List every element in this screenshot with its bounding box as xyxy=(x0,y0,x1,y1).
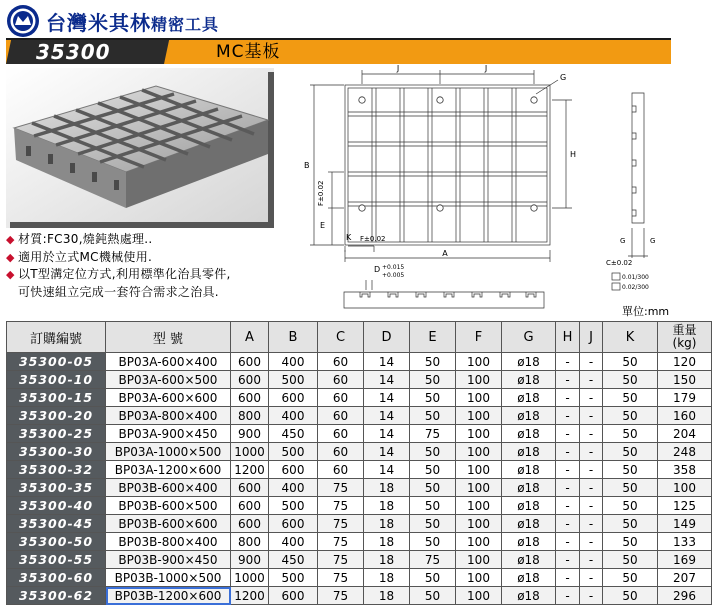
table-row[interactable] xyxy=(7,425,712,443)
cell-j: - xyxy=(580,461,603,479)
table-row[interactable] xyxy=(7,515,712,533)
cell-f: 100 xyxy=(456,533,502,551)
col-model: 型 號 xyxy=(106,322,231,353)
cell-k: 50 xyxy=(603,407,658,425)
cell-d: 14 xyxy=(364,461,410,479)
cell-g: ø18 xyxy=(502,479,556,497)
model-cell[interactable]: BP03B-800×400 xyxy=(106,533,231,551)
col-c: C xyxy=(318,322,364,353)
cell-d: 18 xyxy=(364,479,410,497)
cell-h: - xyxy=(556,389,580,407)
cell-g: ø18 xyxy=(502,353,556,371)
cell-j: - xyxy=(580,371,603,389)
cell-f: 100 xyxy=(456,479,502,497)
brand xyxy=(6,4,219,38)
cell-c: 60 xyxy=(318,461,364,479)
cell-a: 600 xyxy=(231,389,269,407)
cell-f: 100 xyxy=(456,443,502,461)
cell-w: 169 xyxy=(658,551,712,569)
model-cell[interactable]: BP03A-600×500 xyxy=(106,371,231,389)
cell-d: 18 xyxy=(364,533,410,551)
cell-b: 600 xyxy=(269,587,318,605)
dim-k-label: K xyxy=(346,233,352,242)
plate-front-view-drawing xyxy=(340,260,550,312)
cell-e: 50 xyxy=(410,479,456,497)
cell-j: - xyxy=(580,533,603,551)
cell-h: - xyxy=(556,551,580,569)
cell-k: 50 xyxy=(603,425,658,443)
cell-a: 600 xyxy=(231,479,269,497)
dim-f-side-label: F±0.02 xyxy=(317,180,325,206)
dim-b-label: B xyxy=(304,161,310,170)
col-b: B xyxy=(269,322,318,353)
model-cell[interactable]: BP03A-1200×600 xyxy=(106,461,231,479)
cell-k: 50 xyxy=(603,569,658,587)
feature-item-continued: 可快速組立完成一套符合需求之治具. xyxy=(18,284,219,299)
parallelism-tolerance: 0.02/300 xyxy=(622,284,649,291)
cell-a: 1000 xyxy=(231,443,269,461)
brand-name: 台灣米其林精密工具 xyxy=(46,10,220,35)
col-f: F xyxy=(456,322,502,353)
cell-a: 600 xyxy=(231,497,269,515)
cell-a: 600 xyxy=(231,353,269,371)
cell-c: 60 xyxy=(318,443,364,461)
dim-g-right-label: G xyxy=(650,237,656,245)
cell-b: 500 xyxy=(269,371,318,389)
model-cell[interactable]: BP03B-1000×500 xyxy=(106,569,231,587)
order-code-cell: 35300-15 xyxy=(7,389,106,407)
dim-d-tol-top: +0.015 xyxy=(382,264,405,271)
cell-w: 207 xyxy=(658,569,712,587)
cell-g: ø18 xyxy=(502,389,556,407)
flatness-tolerance: 0.01/300 xyxy=(622,274,649,281)
cell-d: 14 xyxy=(364,371,410,389)
dim-j2-label: J xyxy=(484,64,488,73)
table-row[interactable] xyxy=(7,587,712,605)
cell-k: 50 xyxy=(603,497,658,515)
cell-c: 60 xyxy=(318,389,364,407)
table-row[interactable] xyxy=(7,407,712,425)
cell-h: - xyxy=(556,353,580,371)
product-name: MC基板 xyxy=(216,42,281,62)
cell-a: 800 xyxy=(231,533,269,551)
cell-h: - xyxy=(556,443,580,461)
cell-h: - xyxy=(556,461,580,479)
cell-c: 60 xyxy=(318,371,364,389)
spec-table xyxy=(6,321,712,605)
col-order-no: 訂購編號 xyxy=(7,322,106,353)
model-cell[interactable]: BP03B-600×600 xyxy=(106,515,231,533)
table-row[interactable] xyxy=(7,461,712,479)
cell-d: 18 xyxy=(364,569,410,587)
cell-d: 14 xyxy=(364,353,410,371)
cell-h: - xyxy=(556,515,580,533)
cell-e: 50 xyxy=(410,407,456,425)
cell-w: 179 xyxy=(658,389,712,407)
dim-e-label: E xyxy=(320,221,326,230)
cell-h: - xyxy=(556,497,580,515)
dim-d-tol-bottom: +0.005 xyxy=(382,272,405,279)
order-code-cell: 35300-60 xyxy=(7,569,106,587)
product-photo xyxy=(6,68,274,228)
order-code-cell: 35300-55 xyxy=(7,551,106,569)
order-code-cell: 35300-10 xyxy=(7,371,106,389)
table-row[interactable] xyxy=(7,533,712,551)
cell-g: ø18 xyxy=(502,443,556,461)
dim-c-label: C±0.02 xyxy=(606,259,633,267)
bullet-icon: ◆ xyxy=(6,250,15,264)
cell-w: 133 xyxy=(658,533,712,551)
model-cell[interactable]: BP03A-900×450 xyxy=(106,425,231,443)
cell-b: 400 xyxy=(269,479,318,497)
cell-e: 50 xyxy=(410,461,456,479)
cell-h: - xyxy=(556,407,580,425)
table-row[interactable] xyxy=(7,443,712,461)
cell-h: - xyxy=(556,569,580,587)
cell-k: 50 xyxy=(603,533,658,551)
cell-a: 600 xyxy=(231,371,269,389)
cell-w: 120 xyxy=(658,353,712,371)
order-code-cell: 35300-35 xyxy=(7,479,106,497)
cell-c: 60 xyxy=(318,425,364,443)
cell-c: 75 xyxy=(318,533,364,551)
cell-c: 75 xyxy=(318,479,364,497)
col-d: D xyxy=(364,322,410,353)
cell-j: - xyxy=(580,515,603,533)
cell-c: 60 xyxy=(318,407,364,425)
cell-e: 50 xyxy=(410,443,456,461)
cell-w: 149 xyxy=(658,515,712,533)
company-logo-icon xyxy=(6,4,40,38)
cell-f: 100 xyxy=(456,353,502,371)
cell-b: 500 xyxy=(269,497,318,515)
feature-item: ◆ 材質:FC30,燒鈍熱處理.. xyxy=(6,231,231,249)
order-code-cell: 35300-30 xyxy=(7,443,106,461)
model-cell[interactable]: BP03A-600×400 xyxy=(106,353,231,371)
cell-c: 75 xyxy=(318,569,364,587)
cell-b: 400 xyxy=(269,407,318,425)
cell-k: 50 xyxy=(603,479,658,497)
bullet-icon: ◆ xyxy=(6,233,15,246)
cell-d: 14 xyxy=(364,389,410,407)
cell-b: 450 xyxy=(269,425,318,443)
cell-e: 75 xyxy=(410,551,456,569)
cell-k: 50 xyxy=(603,587,658,605)
col-e: E xyxy=(410,322,456,353)
col-weight: 重量 (kg) xyxy=(658,322,712,353)
cell-j: - xyxy=(580,425,603,443)
cell-b: 500 xyxy=(269,443,318,461)
cell-w: 160 xyxy=(658,407,712,425)
cell-w: 248 xyxy=(658,443,712,461)
table-row[interactable] xyxy=(7,497,712,515)
cell-g: ø18 xyxy=(502,425,556,443)
cell-b: 500 xyxy=(269,569,318,587)
cell-c: 60 xyxy=(318,353,364,371)
cell-h: - xyxy=(556,479,580,497)
cell-d: 18 xyxy=(364,515,410,533)
cell-e: 75 xyxy=(410,425,456,443)
cell-a: 1200 xyxy=(231,461,269,479)
unit-label: 單位:mm xyxy=(622,305,670,318)
cell-a: 800 xyxy=(231,407,269,425)
feature-list xyxy=(6,231,231,301)
cell-e: 50 xyxy=(410,353,456,371)
table-row[interactable] xyxy=(7,353,712,371)
cell-g: ø18 xyxy=(502,533,556,551)
dim-h-label: H xyxy=(570,150,577,159)
cell-a: 900 xyxy=(231,551,269,569)
plate-side-view-drawing xyxy=(588,88,668,298)
cell-k: 50 xyxy=(603,443,658,461)
cell-w: 100 xyxy=(658,479,712,497)
model-cell[interactable]: BP03B-600×500 xyxy=(106,497,231,515)
cell-f: 100 xyxy=(456,371,502,389)
cell-j: - xyxy=(580,479,603,497)
col-j: J xyxy=(580,322,603,353)
cell-g: ø18 xyxy=(502,461,556,479)
cell-j: - xyxy=(580,389,603,407)
cell-k: 50 xyxy=(603,353,658,371)
cell-b: 600 xyxy=(269,389,318,407)
cell-c: 75 xyxy=(318,587,364,605)
cell-g: ø18 xyxy=(502,497,556,515)
col-k: K xyxy=(603,322,658,353)
table-header-row xyxy=(7,322,712,353)
cell-j: - xyxy=(580,497,603,515)
table-row[interactable] xyxy=(7,479,712,497)
order-code-cell: 35300-50 xyxy=(7,533,106,551)
model-cell[interactable]: BP03A-1000×500 xyxy=(106,443,231,461)
cell-e: 50 xyxy=(410,389,456,407)
cell-k: 50 xyxy=(603,551,658,569)
cell-b: 400 xyxy=(269,353,318,371)
cell-f: 100 xyxy=(456,515,502,533)
cell-w: 204 xyxy=(658,425,712,443)
cell-h: - xyxy=(556,587,580,605)
cell-f: 100 xyxy=(456,551,502,569)
cell-c: 75 xyxy=(318,497,364,515)
col-a: A xyxy=(231,322,269,353)
col-h: H xyxy=(556,322,580,353)
table-row[interactable] xyxy=(7,371,712,389)
cell-a: 900 xyxy=(231,425,269,443)
cell-e: 50 xyxy=(410,497,456,515)
cell-g: ø18 xyxy=(502,551,556,569)
cell-d: 18 xyxy=(364,551,410,569)
dim-j1-label: J xyxy=(396,64,400,73)
dim-a-label: A xyxy=(442,249,448,258)
cell-j: - xyxy=(580,407,603,425)
cell-e: 50 xyxy=(410,587,456,605)
cell-f: 100 xyxy=(456,497,502,515)
cell-w: 150 xyxy=(658,371,712,389)
cell-w: 125 xyxy=(658,497,712,515)
dim-d-label: D xyxy=(374,265,381,274)
cell-w: 296 xyxy=(658,587,712,605)
cell-j: - xyxy=(580,551,603,569)
cell-f: 100 xyxy=(456,461,502,479)
order-code-cell: 35300-32 xyxy=(7,461,106,479)
cell-g: ø18 xyxy=(502,371,556,389)
cell-d: 18 xyxy=(364,587,410,605)
cell-a: 600 xyxy=(231,515,269,533)
cell-c: 75 xyxy=(318,515,364,533)
dim-g-label: G xyxy=(560,73,567,82)
model-cell[interactable]: BP03A-600×600 xyxy=(106,389,231,407)
order-code-cell: 35300-05 xyxy=(7,353,106,371)
cell-g: ø18 xyxy=(502,515,556,533)
cell-b: 600 xyxy=(269,515,318,533)
feature-item: ◆ 以T型溝定位方式,利用標準化治具零件, xyxy=(6,266,231,284)
cell-d: 14 xyxy=(364,425,410,443)
cell-b: 450 xyxy=(269,551,318,569)
order-code-cell: 35300-20 xyxy=(7,407,106,425)
cell-f: 100 xyxy=(456,425,502,443)
cell-a: 1000 xyxy=(231,569,269,587)
cell-h: - xyxy=(556,533,580,551)
cell-c: 75 xyxy=(318,551,364,569)
model-cell[interactable]: BP03A-800×400 xyxy=(106,407,231,425)
cell-g: ø18 xyxy=(502,587,556,605)
cell-d: 18 xyxy=(364,497,410,515)
bullet-icon: ◆ xyxy=(6,268,15,281)
cell-g: ø18 xyxy=(502,407,556,425)
cell-f: 100 xyxy=(456,407,502,425)
cell-f: 100 xyxy=(456,389,502,407)
model-cell[interactable]: BP03B-1200×600 xyxy=(106,587,231,605)
cell-g: ø18 xyxy=(502,569,556,587)
cell-b: 400 xyxy=(269,533,318,551)
cell-j: - xyxy=(580,587,603,605)
cell-b: 600 xyxy=(269,461,318,479)
cell-e: 50 xyxy=(410,515,456,533)
cell-e: 50 xyxy=(410,533,456,551)
cell-j: - xyxy=(580,443,603,461)
cell-d: 14 xyxy=(364,443,410,461)
product-code: 35300 xyxy=(36,40,111,64)
table-row[interactable] xyxy=(7,389,712,407)
order-code-cell: 35300-62 xyxy=(7,587,106,605)
order-code-cell: 35300-40 xyxy=(7,497,106,515)
cell-f: 100 xyxy=(456,587,502,605)
cell-k: 50 xyxy=(603,371,658,389)
cell-a: 1200 xyxy=(231,587,269,605)
model-cell[interactable]: BP03B-600×400 xyxy=(106,479,231,497)
order-code-cell: 35300-45 xyxy=(7,515,106,533)
cell-k: 50 xyxy=(603,461,658,479)
cell-k: 50 xyxy=(603,515,658,533)
table-row[interactable] xyxy=(7,551,712,569)
cell-w: 358 xyxy=(658,461,712,479)
cell-d: 14 xyxy=(364,407,410,425)
table-row[interactable] xyxy=(7,569,712,587)
cell-j: - xyxy=(580,569,603,587)
cell-h: - xyxy=(556,371,580,389)
cell-e: 50 xyxy=(410,569,456,587)
feature-item: ◆ 適用於立式MC機械使用. xyxy=(6,249,231,267)
model-cell[interactable]: BP03B-900×450 xyxy=(106,551,231,569)
dim-f-bottom-label: F±0.02 xyxy=(360,235,386,243)
cell-h: - xyxy=(556,425,580,443)
cell-f: 100 xyxy=(456,569,502,587)
col-g: G xyxy=(502,322,556,353)
cell-e: 50 xyxy=(410,371,456,389)
order-code-cell: 35300-25 xyxy=(7,425,106,443)
cell-k: 50 xyxy=(603,389,658,407)
dim-g-left-label: G xyxy=(620,237,626,245)
cell-j: - xyxy=(580,353,603,371)
